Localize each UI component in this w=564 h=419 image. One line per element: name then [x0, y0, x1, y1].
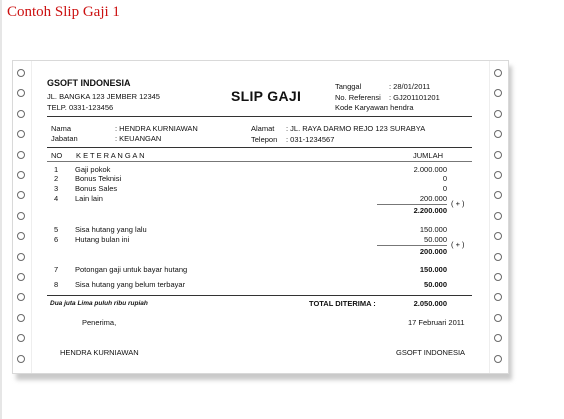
tanggal-label: Tanggal: [335, 82, 362, 91]
tractor-hole: [494, 334, 502, 342]
row-desc: Sisa hutang yang lalu: [75, 225, 147, 234]
row-amount: 50.000: [424, 280, 447, 289]
col-header-no: NO: [51, 151, 63, 160]
tractor-hole: [494, 314, 502, 322]
row-desc: Bonus Sales: [75, 184, 118, 193]
amount-in-words: Dua juta Lima puluh ribu rupiah: [50, 300, 148, 307]
sum-operator: ( + ): [451, 240, 465, 249]
tractor-hole: [494, 151, 502, 159]
payslip-paper: [12, 60, 509, 374]
tractor-hole: [17, 89, 25, 97]
row-no: 8: [54, 280, 59, 289]
tractor-hole: [494, 355, 502, 363]
tractor-hole: [494, 273, 502, 281]
row-amount: 0: [442, 174, 447, 183]
tractor-holes-left: [13, 61, 32, 373]
tractor-hole: [17, 130, 25, 138]
tanggal-value: : 28/01/2011: [389, 82, 431, 91]
nama-value: : HENDRA KURNIAWAN: [115, 124, 198, 133]
tractor-holes-right: [489, 61, 508, 373]
page-left-border: [0, 0, 2, 419]
tractor-hole: [17, 151, 25, 159]
subtotal-rule: [377, 204, 447, 205]
tractor-hole: [494, 212, 502, 220]
col-header-keterangan: K E T E R A N G A N: [76, 151, 145, 160]
tractor-hole: [17, 253, 25, 261]
row-no: 4: [54, 194, 59, 203]
row-no: 6: [54, 235, 59, 244]
header-rule: [47, 116, 472, 117]
row-amount: 50.000: [424, 235, 447, 244]
col-header-jumlah: JUMLAH: [413, 151, 444, 160]
subtotal-rule: [377, 245, 447, 246]
tractor-hole: [494, 171, 502, 179]
row-desc: Sisa hutang yang belum terbayar: [75, 280, 186, 289]
jabatan-label: Jabatan: [51, 134, 78, 143]
row-no: 2: [54, 174, 59, 183]
total-value: 2.050.000: [413, 299, 447, 308]
table-header-rule: [47, 161, 472, 162]
total-rule: [47, 295, 472, 296]
tractor-hole: [17, 293, 25, 301]
company-address: JL. BANGKA 123 JEMBER 12345: [47, 92, 160, 101]
row-no: 1: [54, 165, 59, 174]
row-desc: Hutang bulan ini: [75, 235, 130, 244]
row-desc: Potongan gaji untuk bayar hutang: [75, 265, 188, 274]
row-amount: 2.000.000: [413, 165, 447, 174]
tractor-hole: [17, 273, 25, 281]
tractor-hole: [17, 69, 25, 77]
sum-operator: ( + ): [451, 199, 465, 208]
row-no: 7: [54, 265, 59, 274]
tractor-hole: [494, 130, 502, 138]
tractor-hole: [494, 110, 502, 118]
row-desc: Bonus Teknisi: [75, 174, 122, 183]
row-desc: Gaji pokok: [75, 165, 111, 174]
tractor-hole: [17, 232, 25, 240]
tractor-hole: [494, 253, 502, 261]
telepon-value: : 031-1234567: [286, 135, 335, 144]
receiver-label: Penerima,: [82, 318, 117, 327]
tractor-hole: [17, 334, 25, 342]
tractor-hole: [494, 191, 502, 199]
nama-label: Nama: [51, 124, 72, 133]
tractor-hole: [17, 355, 25, 363]
total-label: TOTAL DITERIMA :: [309, 299, 376, 308]
row-no: 5: [54, 225, 59, 234]
company-phone: TELP. 0331-123456: [47, 103, 114, 112]
row-amount: 150.000: [419, 265, 447, 274]
row-no: 3: [54, 184, 59, 193]
referensi-label: No. Referensi: [335, 93, 381, 102]
row-amount: 200.000: [419, 194, 447, 203]
table-top-rule: [47, 147, 472, 148]
page-title: Contoh Slip Gaji 1: [7, 4, 120, 20]
company-signature: GSOFT INDONESIA: [396, 348, 466, 357]
tractor-hole: [17, 314, 25, 322]
payslip-content: [47, 61, 472, 373]
row-desc: Lain lain: [75, 194, 103, 203]
tractor-hole: [494, 69, 502, 77]
tractor-hole: [17, 171, 25, 179]
signature-date: 17 Februari 2011: [408, 318, 465, 327]
tractor-hole: [494, 232, 502, 240]
receiver-name: HENDRA KURNIAWAN: [60, 348, 139, 357]
tractor-hole: [17, 110, 25, 118]
tractor-hole: [17, 191, 25, 199]
company-name: GSOFT INDONESIA: [47, 78, 131, 88]
kode-karyawan-value: : hendra: [386, 103, 414, 112]
tractor-hole: [494, 293, 502, 301]
telepon-label: Telepon: [251, 135, 278, 144]
jabatan-value: : KEUANGAN: [115, 134, 162, 143]
row-amount: 150.000: [419, 225, 447, 234]
income-total: 2.200.000: [413, 206, 447, 215]
debt-total: 200.000: [419, 247, 447, 256]
alamat-value: : JL. RAYA DARMO REJO 123 SURABYA: [286, 124, 426, 133]
alamat-label: Alamat: [251, 124, 275, 133]
tractor-hole: [494, 89, 502, 97]
document-title: SLIP GAJI: [231, 88, 302, 104]
kode-karyawan-label: Kode Karyawan: [335, 103, 388, 112]
tractor-hole: [17, 212, 25, 220]
referensi-value: : GJ201101201: [389, 93, 440, 102]
row-amount: 0: [442, 184, 447, 193]
